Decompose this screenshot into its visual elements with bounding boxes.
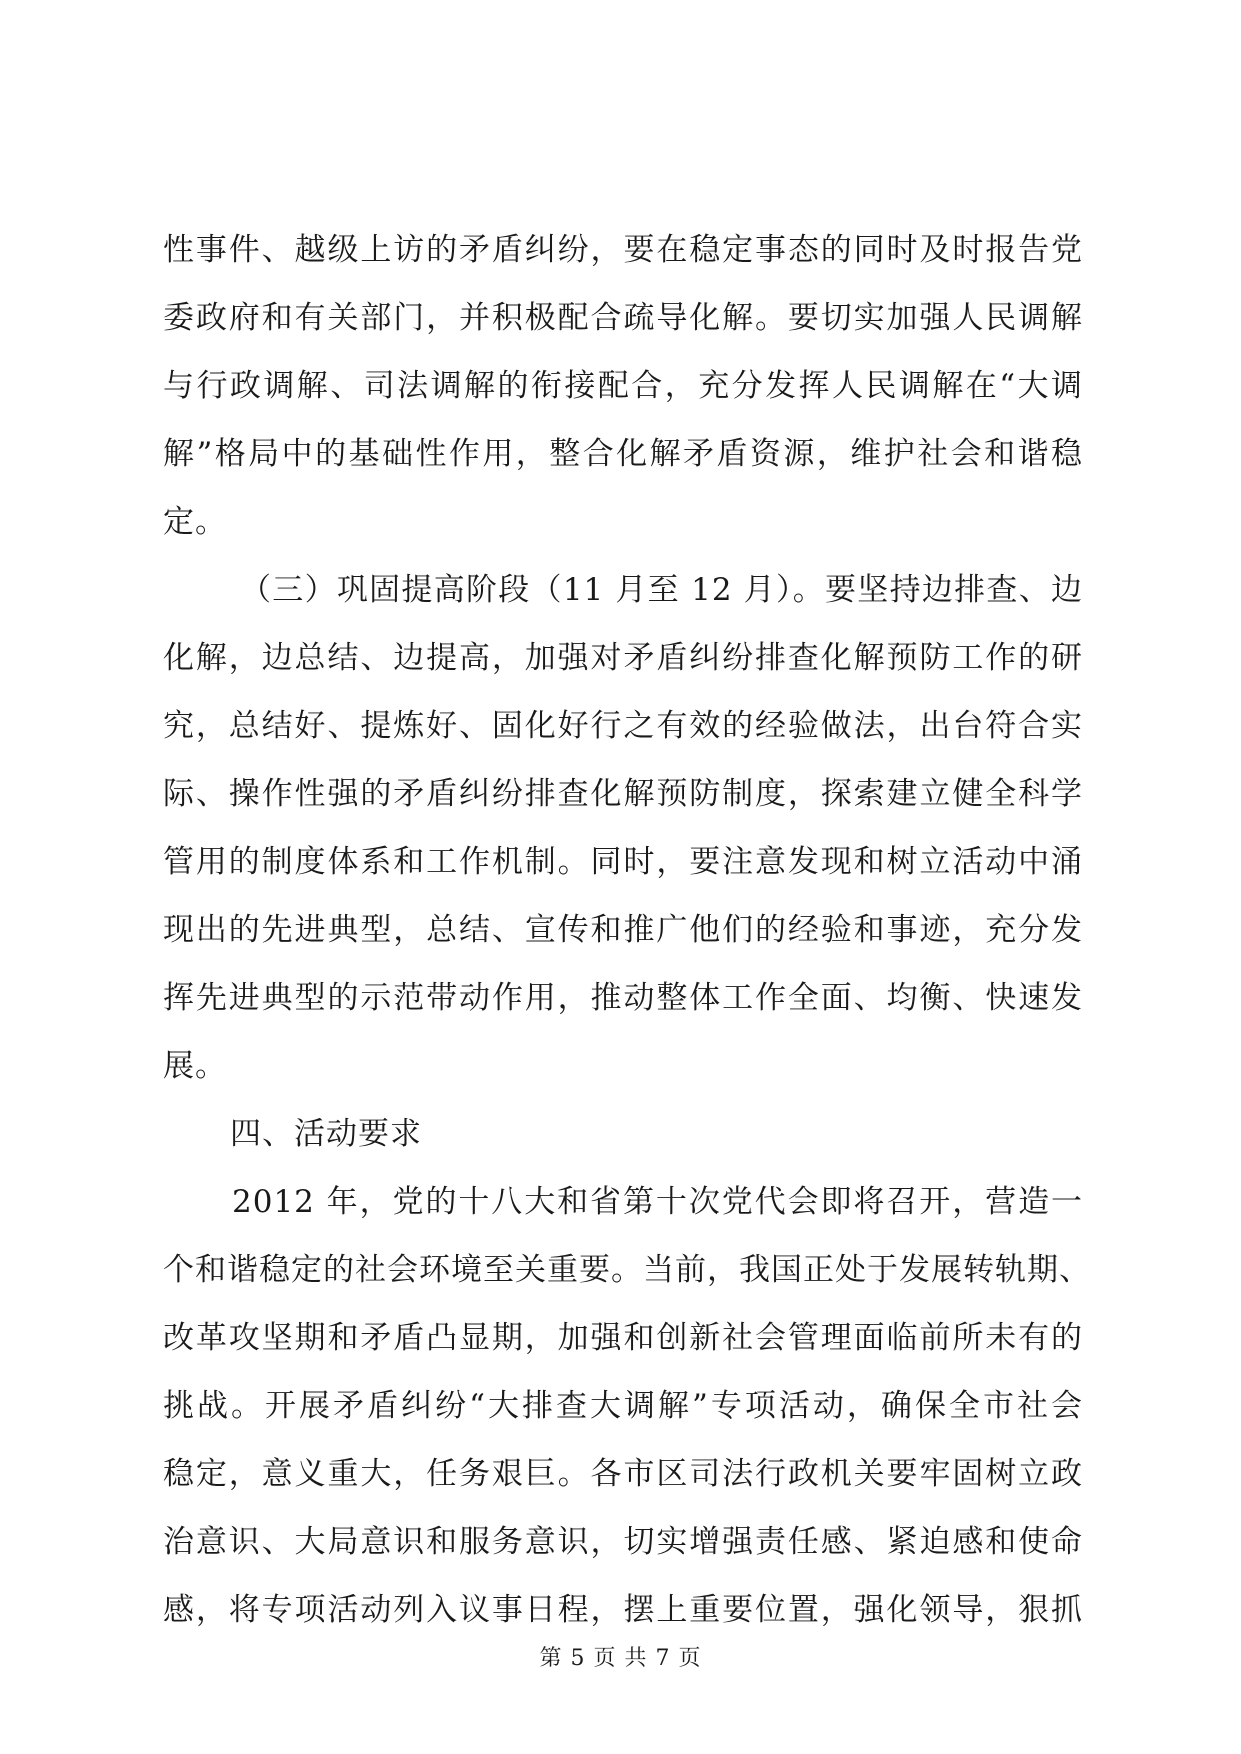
text-line: 委政府和有关部门，并积极配合疏导化解。要切实加强人民调解 (163, 300, 1083, 336)
text-line: 管用的制度体系和工作机制。同时，要注意发现和树立活动中涌 (163, 844, 1083, 880)
text-line: 挑战。开展矛盾纠纷“大排查大调解”专项活动，确保全市社会 (163, 1388, 1083, 1424)
section-heading-4: 四、活动要求 (230, 1116, 422, 1152)
section-heading-3: （三）巩固提高阶段（11 月至 12 月）。要坚持边排查、边 (240, 572, 1083, 608)
text-line: 解”格局中的基础性作用，整合化解矛盾资源，维护社会和谐稳 (163, 436, 1083, 472)
text-line: 与行政调解、司法调解的衔接配合，充分发挥人民调解在“大调 (163, 368, 1083, 404)
text-line: 改革攻坚期和矛盾凸显期，加强和创新社会管理面临前所未有的 (163, 1320, 1083, 1356)
text-line: 挥先进典型的示范带动作用，推动整体工作全面、均衡、快速发 (163, 980, 1083, 1016)
text-line: 展。 (163, 1048, 227, 1084)
text-line: 化解，边总结、边提高，加强对矛盾纠纷排查化解预防工作的研 (163, 640, 1083, 676)
page-number-footer: 第 5 页 共 7 页 (539, 1646, 702, 1671)
text-line: 稳定，意义重大，任务艰巨。各市区司法行政机关要牢固树立政 (163, 1456, 1083, 1492)
text-line: 治意识、大局意识和服务意识，切实增强责任感、紧迫感和使命 (163, 1524, 1083, 1560)
text-line: 定。 (163, 504, 227, 540)
text-line: 个和谐稳定的社会环境至关重要。当前，我国正处于发展转轨期、 (163, 1252, 1091, 1288)
text-line: 2012 年，党的十八大和省第十次党代会即将召开，营造一 (232, 1184, 1083, 1220)
text-line: 性事件、越级上访的矛盾纠纷，要在稳定事态的同时及时报告党 (163, 232, 1083, 268)
text-line: 际、操作性强的矛盾纠纷排查化解预防制度，探索建立健全科学 (163, 776, 1083, 812)
text-line: 究，总结好、提炼好、固化好行之有效的经验做法，出台符合实 (163, 708, 1083, 744)
text-line: 现出的先进典型，总结、宣传和推广他们的经验和事迹，充分发 (163, 912, 1083, 948)
text-line: 感，将专项活动列入议事日程，摆上重要位置，强化领导，狠抓 (163, 1592, 1083, 1628)
